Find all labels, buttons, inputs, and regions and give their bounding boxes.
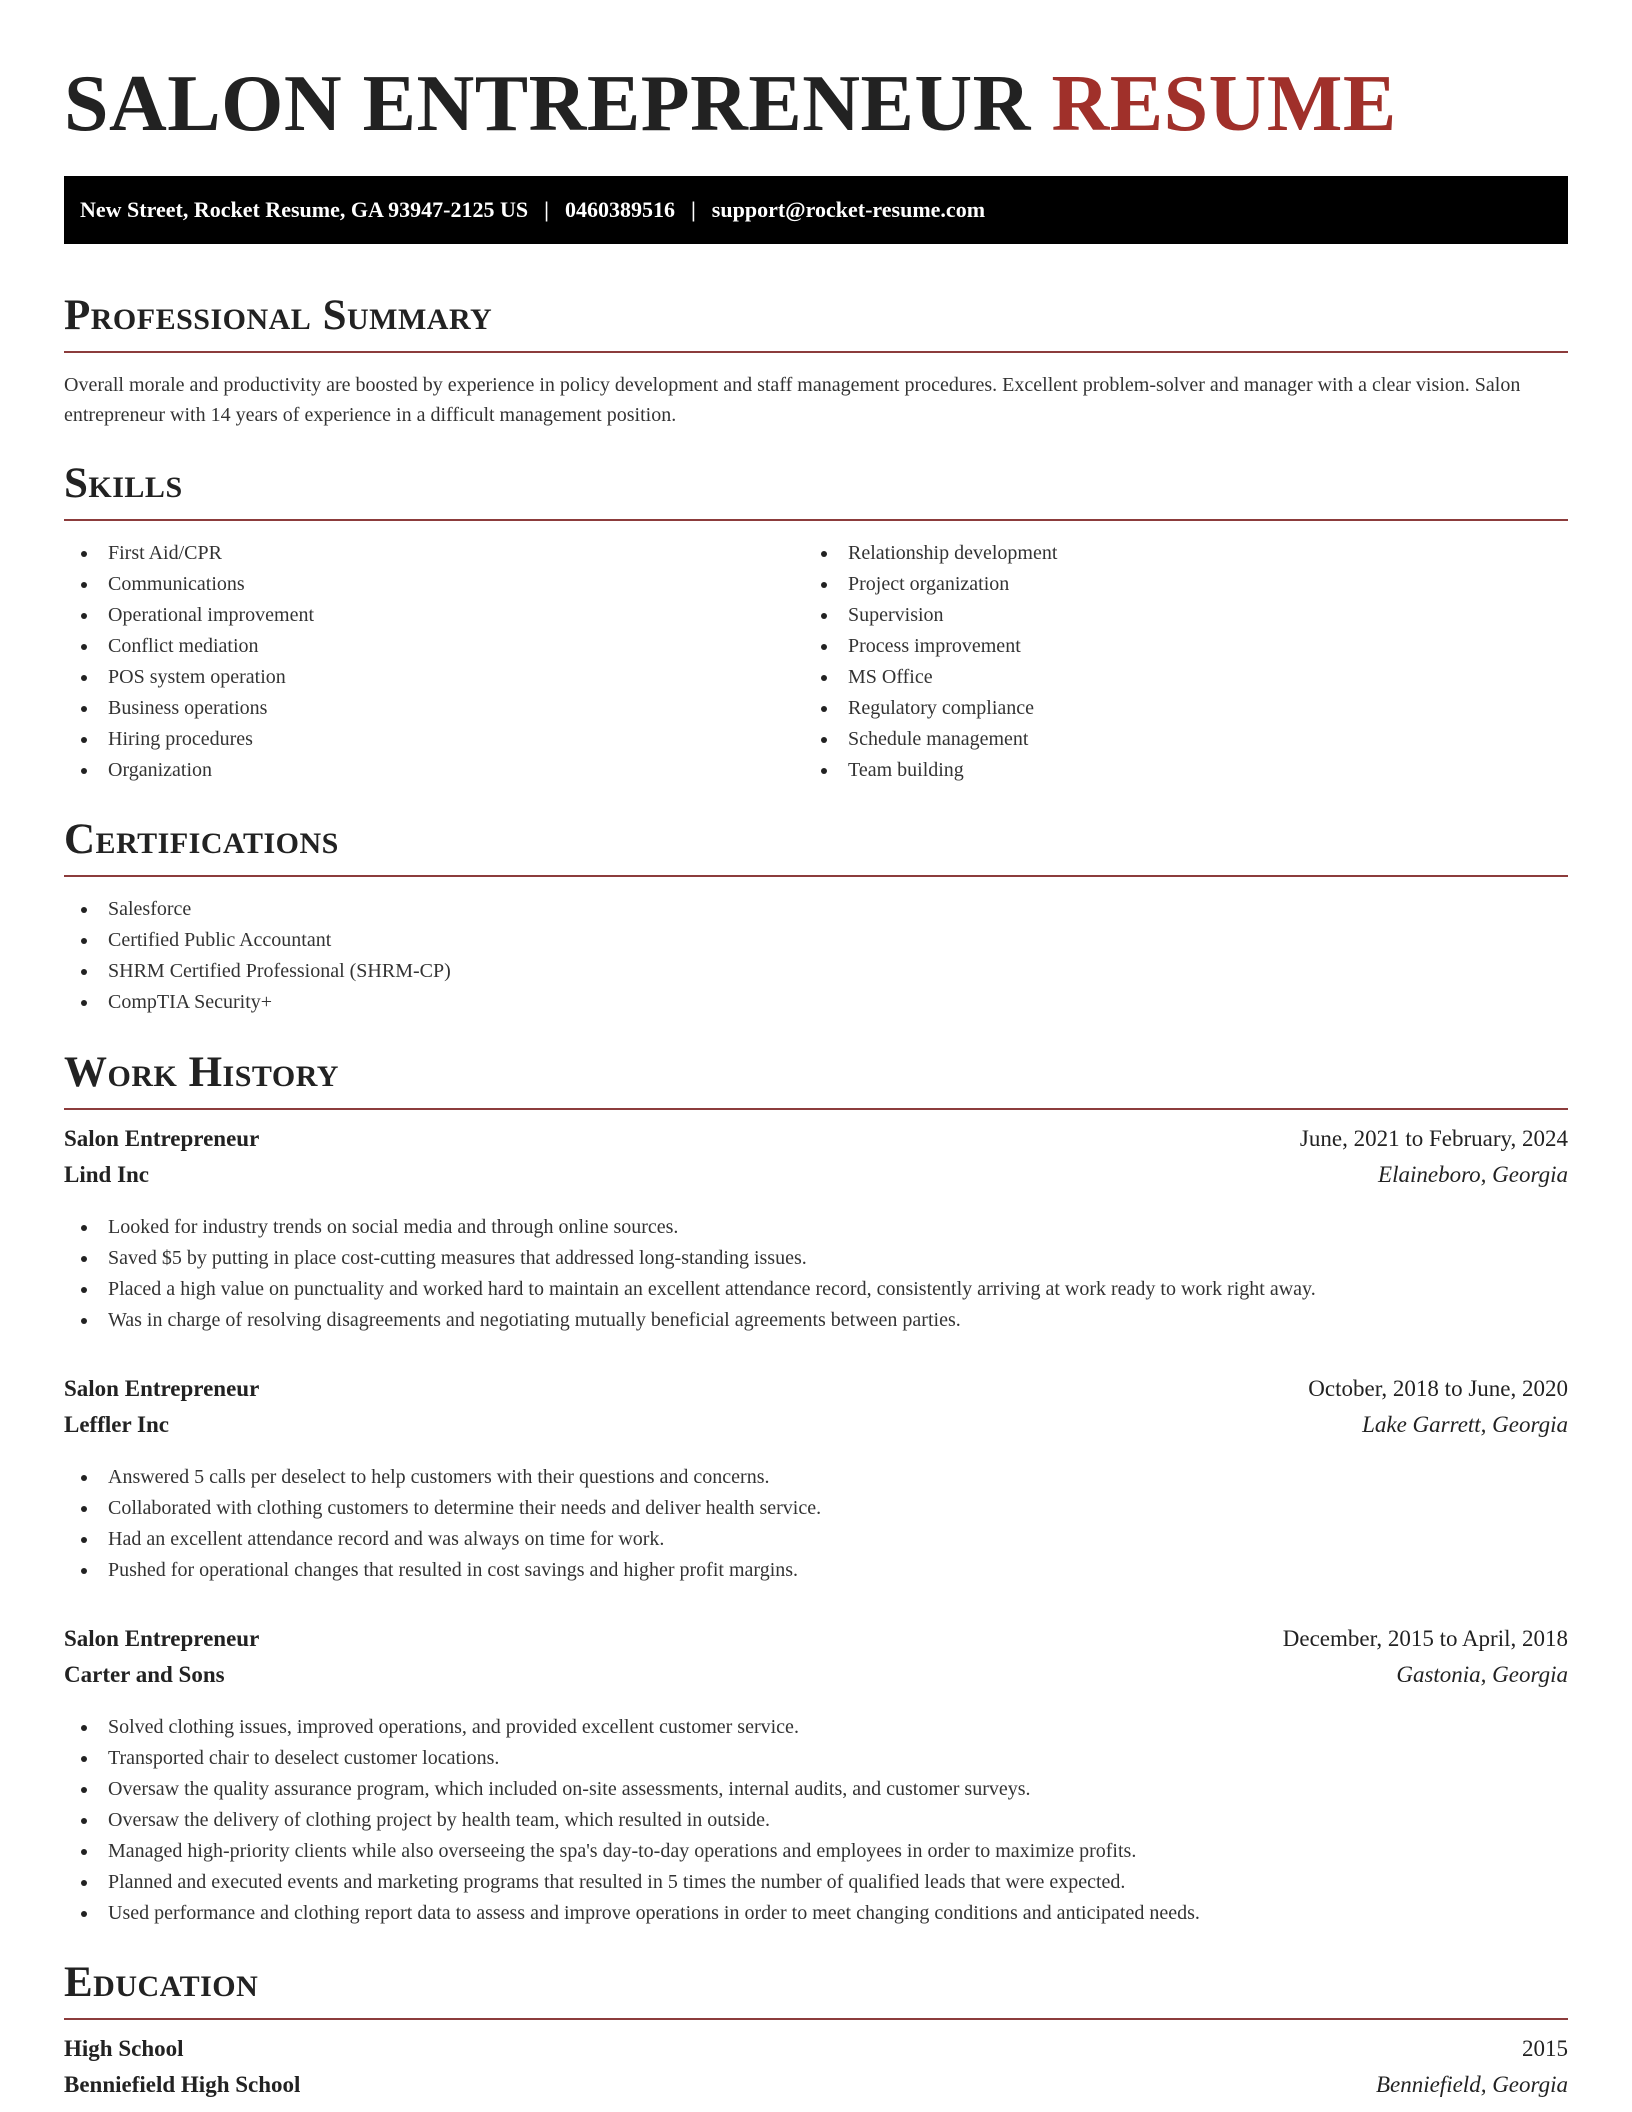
job-bullet: Managed high-priority clients while also overseeing the spa's day-to-day operations and employees in order to maximize profits.	[64, 1836, 1568, 1867]
job-bullet: Answered 5 calls per deselect to help customers with their questions and concerns.	[64, 1462, 1568, 1493]
contact-address: New Street, Rocket Resume, GA 93947-2125 US	[80, 197, 529, 222]
job-location: Gastonia, Georgia	[1396, 1662, 1568, 1687]
section-heading: Work History	[64, 1049, 339, 1096]
contact-phone: 0460389516	[564, 197, 675, 222]
summary-text: Overall morale and productivity are boosted by experience in policy development and staff management procedures. Excellent problem-solver and manager with a clear vision. Salon entrepreneur with 14 years of experience in a difficult management position.	[64, 374, 1521, 426]
skills-list-left	[64, 538, 804, 786]
skill-item: Supervision	[804, 600, 1544, 631]
page-title	[64, 0, 1568, 176]
job-company-row	[64, 1162, 1568, 1198]
job-bullet: Oversaw the quality assurance program, which included on-site assessments, internal audits, and customer surveys.	[64, 1774, 1568, 1805]
education-section	[64, 1961, 1568, 2108]
job-title: Salon Entrepreneur	[64, 1376, 260, 1401]
contact-email: support@rocket-resume.com	[711, 197, 986, 222]
education-location: Benniefield, Georgia	[1375, 2072, 1568, 2097]
certifications-section	[64, 818, 1568, 1018]
section-divider	[64, 2018, 1568, 2020]
job-bullet: Was in charge of resolving disagreements and negotiating mutually beneficial agreements between parties.	[64, 1305, 1568, 1336]
job-title: Salon Entrepreneur	[64, 1626, 260, 1651]
skill-item: Communications	[64, 569, 804, 600]
job-location: Elaineboro, Georgia	[1378, 1162, 1568, 1187]
job-header-row	[64, 1626, 1568, 1662]
skill-item: Project organization	[804, 569, 1544, 600]
job-entry	[64, 1126, 1568, 1336]
job-title: Salon Entrepreneur	[64, 1126, 260, 1151]
title-main: SALON ENTREPRENEUR	[64, 60, 1031, 148]
section-divider	[64, 1108, 1568, 1110]
job-dates: December, 2015 to April, 2018	[1282, 1626, 1568, 1651]
skill-item: Team building	[804, 755, 1544, 786]
certifications-list	[64, 894, 1568, 1018]
job-header-row	[64, 1376, 1568, 1412]
skills-section	[64, 462, 1568, 786]
section-divider	[64, 519, 1568, 521]
education-school-row	[64, 2072, 1568, 2108]
section-heading: Certifications	[64, 816, 339, 863]
job-entry	[64, 1376, 1568, 1586]
job-company-row	[64, 1662, 1568, 1698]
job-bullets	[64, 1212, 1568, 1336]
skill-item: Relationship development	[804, 538, 1544, 569]
job-bullet: Saved $5 by putting in place cost-cutting measures that addressed long-standing issues.	[64, 1243, 1568, 1274]
section-heading: Skills	[64, 460, 183, 507]
certification-item: Salesforce	[64, 894, 1568, 925]
job-bullets	[64, 1462, 1568, 1586]
job-bullet: Collaborated with clothing customers to determine their needs and deliver health service.	[64, 1493, 1568, 1524]
job-bullet: Transported chair to deselect customer locations.	[64, 1743, 1568, 1774]
contact-separator: |	[544, 197, 549, 222]
section-divider	[64, 875, 1568, 877]
skill-item: Operational improvement	[64, 600, 804, 631]
job-bullet: Pushed for operational changes that resulted in cost savings and higher profit margins.	[64, 1555, 1568, 1586]
certification-item: CompTIA Security+	[64, 987, 1568, 1018]
job-entry	[64, 1626, 1568, 1929]
section-divider	[64, 351, 1568, 353]
job-bullet: Used performance and clothing report data to assess and improve operations in order to meet changing conditions and anticipated needs.	[64, 1898, 1568, 1929]
job-bullet: Placed a high value on punctuality and worked hard to maintain an excellent attendance record, consistently arriving at work ready to work right away.	[64, 1274, 1568, 1305]
job-bullets	[64, 1712, 1568, 1929]
skill-item: Organization	[64, 755, 804, 786]
skills-grid	[64, 538, 1568, 786]
job-bullet: Planned and executed events and marketing programs that resulted in 5 times the number of qualified leads that were expected.	[64, 1867, 1568, 1898]
contact-separator: |	[690, 197, 696, 222]
skill-item: Schedule management	[804, 724, 1544, 755]
skill-item: Conflict mediation	[64, 631, 804, 662]
education-year: 2015	[1522, 2036, 1568, 2061]
section-heading: Education	[64, 1959, 259, 2006]
education-degree: High School	[64, 2036, 184, 2061]
education-entry	[64, 2036, 1568, 2108]
certification-item: Certified Public Accountant	[64, 925, 1568, 956]
title-accent: RESUME	[1051, 60, 1397, 148]
job-bullet: Solved clothing issues, improved operations, and provided excellent customer service.	[64, 1712, 1568, 1743]
job-company: Carter and Sons	[64, 1662, 225, 1687]
job-company: Lind Inc	[64, 1162, 150, 1187]
skill-item: Regulatory compliance	[804, 693, 1544, 724]
education-school: Benniefield High School	[64, 2072, 301, 2097]
skills-list-right	[804, 538, 1544, 786]
skill-item: POS system operation	[64, 662, 804, 693]
skill-item: First Aid/CPR	[64, 538, 804, 569]
job-bullet: Oversaw the delivery of clothing project by health team, which resulted in outside.	[64, 1805, 1568, 1836]
education-header-row	[64, 2036, 1568, 2072]
certification-item: SHRM Certified Professional (SHRM-CP)	[64, 956, 1568, 987]
summary-section	[64, 294, 1568, 430]
job-header-row	[64, 1126, 1568, 1162]
job-dates: June, 2021 to February, 2024	[1299, 1126, 1568, 1151]
skill-item: MS Office	[804, 662, 1544, 693]
skill-item: Business operations	[64, 693, 804, 724]
section-heading: Professional Summary	[64, 292, 493, 339]
job-bullet: Had an excellent attendance record and was always on time for work.	[64, 1524, 1568, 1555]
job-dates: October, 2018 to June, 2020	[1308, 1376, 1568, 1401]
skill-item: Process improvement	[804, 631, 1544, 662]
job-company-row	[64, 1412, 1568, 1448]
skill-item: Hiring procedures	[64, 724, 804, 755]
job-location: Lake Garrett, Georgia	[1362, 1412, 1568, 1437]
work-history-section	[64, 1051, 1568, 1929]
job-bullet: Looked for industry trends on social media and through online sources.	[64, 1212, 1568, 1243]
contact-bar	[64, 176, 1568, 244]
job-company: Leffler Inc	[64, 1412, 169, 1437]
